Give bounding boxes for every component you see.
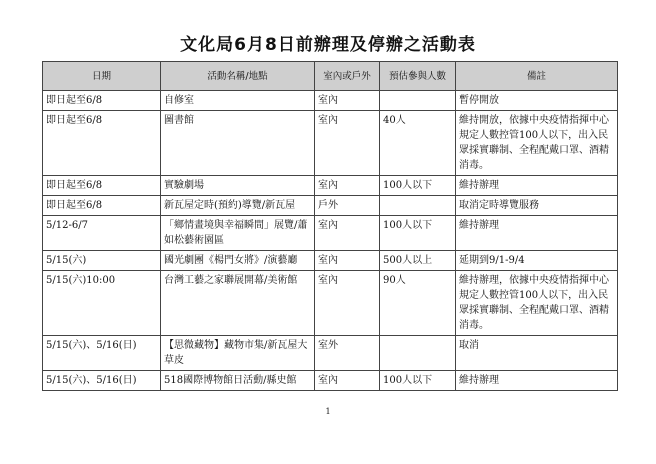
cell-participant-count — [380, 336, 456, 371]
cell-activity-name: 新瓦屋定時(預約)導覽/新瓦屋 — [161, 196, 315, 216]
cell-date: 即日起至6/8 — [43, 91, 161, 111]
cell-participant-count: 100人以下 — [380, 371, 456, 391]
cell-venue-type: 室外 — [315, 336, 380, 371]
table-row — [43, 196, 618, 216]
cell-date: 5/12-6/7 — [43, 216, 161, 251]
cell-date: 5/15(六)、5/16(日) — [43, 371, 161, 391]
cell-note: 維持辦理 — [456, 216, 618, 251]
cell-participant-count — [380, 91, 456, 111]
table-header-row — [43, 62, 618, 91]
cell-activity-name: 實驗劇場 — [161, 176, 315, 196]
cell-venue-type: 室內 — [315, 371, 380, 391]
cell-activity-name: 自修室 — [161, 91, 315, 111]
cell-activity-name: 518國際博物館日活動/縣史館 — [161, 371, 315, 391]
table-row — [43, 251, 618, 271]
header-venue-type: 室內或戶外 — [315, 62, 380, 91]
cell-venue-type: 室內 — [315, 271, 380, 336]
cell-note: 維持辦理，依據中央疫情指揮中心規定人數控管100人以下，出入民眾採實聯制、全程配戴口罩、酒精消毒。 — [456, 271, 618, 336]
table-row — [43, 271, 618, 336]
header-note: 備註 — [456, 62, 618, 91]
cell-venue-type: 室內 — [315, 251, 380, 271]
table-row — [43, 216, 618, 251]
cell-date: 5/15(六) — [43, 251, 161, 271]
page-title: 文化局6月8日前辦理及停辦之活動表 — [180, 35, 476, 55]
cell-note: 維持辦理 — [456, 371, 618, 391]
cell-activity-name: 「鄉情畫境與幸福瞬間」展覽/蕭如松藝術園區 — [161, 216, 315, 251]
cell-venue-type: 室內 — [315, 91, 380, 111]
cell-venue-type: 室內 — [315, 111, 380, 176]
cell-participant-count: 90人 — [380, 271, 456, 336]
page-number: 1 — [325, 407, 331, 416]
cell-participant-count: 500人以上 — [380, 251, 456, 271]
cell-date: 即日起至6/8 — [43, 176, 161, 196]
cell-venue-type: 室內 — [315, 216, 380, 251]
table-row — [43, 176, 618, 196]
table-row — [43, 111, 618, 176]
cell-note: 維持開放，依據中央疫情指揮中心規定人數控管100人以下，出入民眾採實聯制、全程配戴口罩、酒精消毒。 — [456, 111, 618, 176]
table-row — [43, 336, 618, 371]
table-row — [43, 371, 618, 391]
table-row — [43, 91, 618, 111]
cell-date: 即日起至6/8 — [43, 196, 161, 216]
cell-date: 即日起至6/8 — [43, 111, 161, 176]
cell-participant-count: 100人以下 — [380, 176, 456, 196]
cell-activity-name: 圖書館 — [161, 111, 315, 176]
cell-participant-count — [380, 196, 456, 216]
cell-activity-name: 國光劇團《楊門女將》/演藝廳 — [161, 251, 315, 271]
cell-activity-name: 台灣工藝之家聯展開幕/美術館 — [161, 271, 315, 336]
header-date: 日期 — [43, 62, 161, 91]
cell-activity-name: 【思微藏物】藏物市集/新瓦屋大草皮 — [161, 336, 315, 371]
cell-participant-count: 40人 — [380, 111, 456, 176]
cell-date: 5/15(六)、5/16(日) — [43, 336, 161, 371]
cell-participant-count: 100人以下 — [380, 216, 456, 251]
cell-note: 延期到9/1-9/4 — [456, 251, 618, 271]
cell-venue-type: 戶外 — [315, 196, 380, 216]
cell-note: 取消定時導覽服務 — [456, 196, 618, 216]
cell-venue-type: 室內 — [315, 176, 380, 196]
header-activity-name: 活動名稱/地點 — [161, 62, 315, 91]
header-participant-count: 預估參與人數 — [380, 62, 456, 91]
activity-table — [42, 61, 618, 391]
cell-date: 5/15(六)10:00 — [43, 271, 161, 336]
cell-note: 暫停開放 — [456, 91, 618, 111]
cell-note: 取消 — [456, 336, 618, 371]
cell-note: 維持辦理 — [456, 176, 618, 196]
